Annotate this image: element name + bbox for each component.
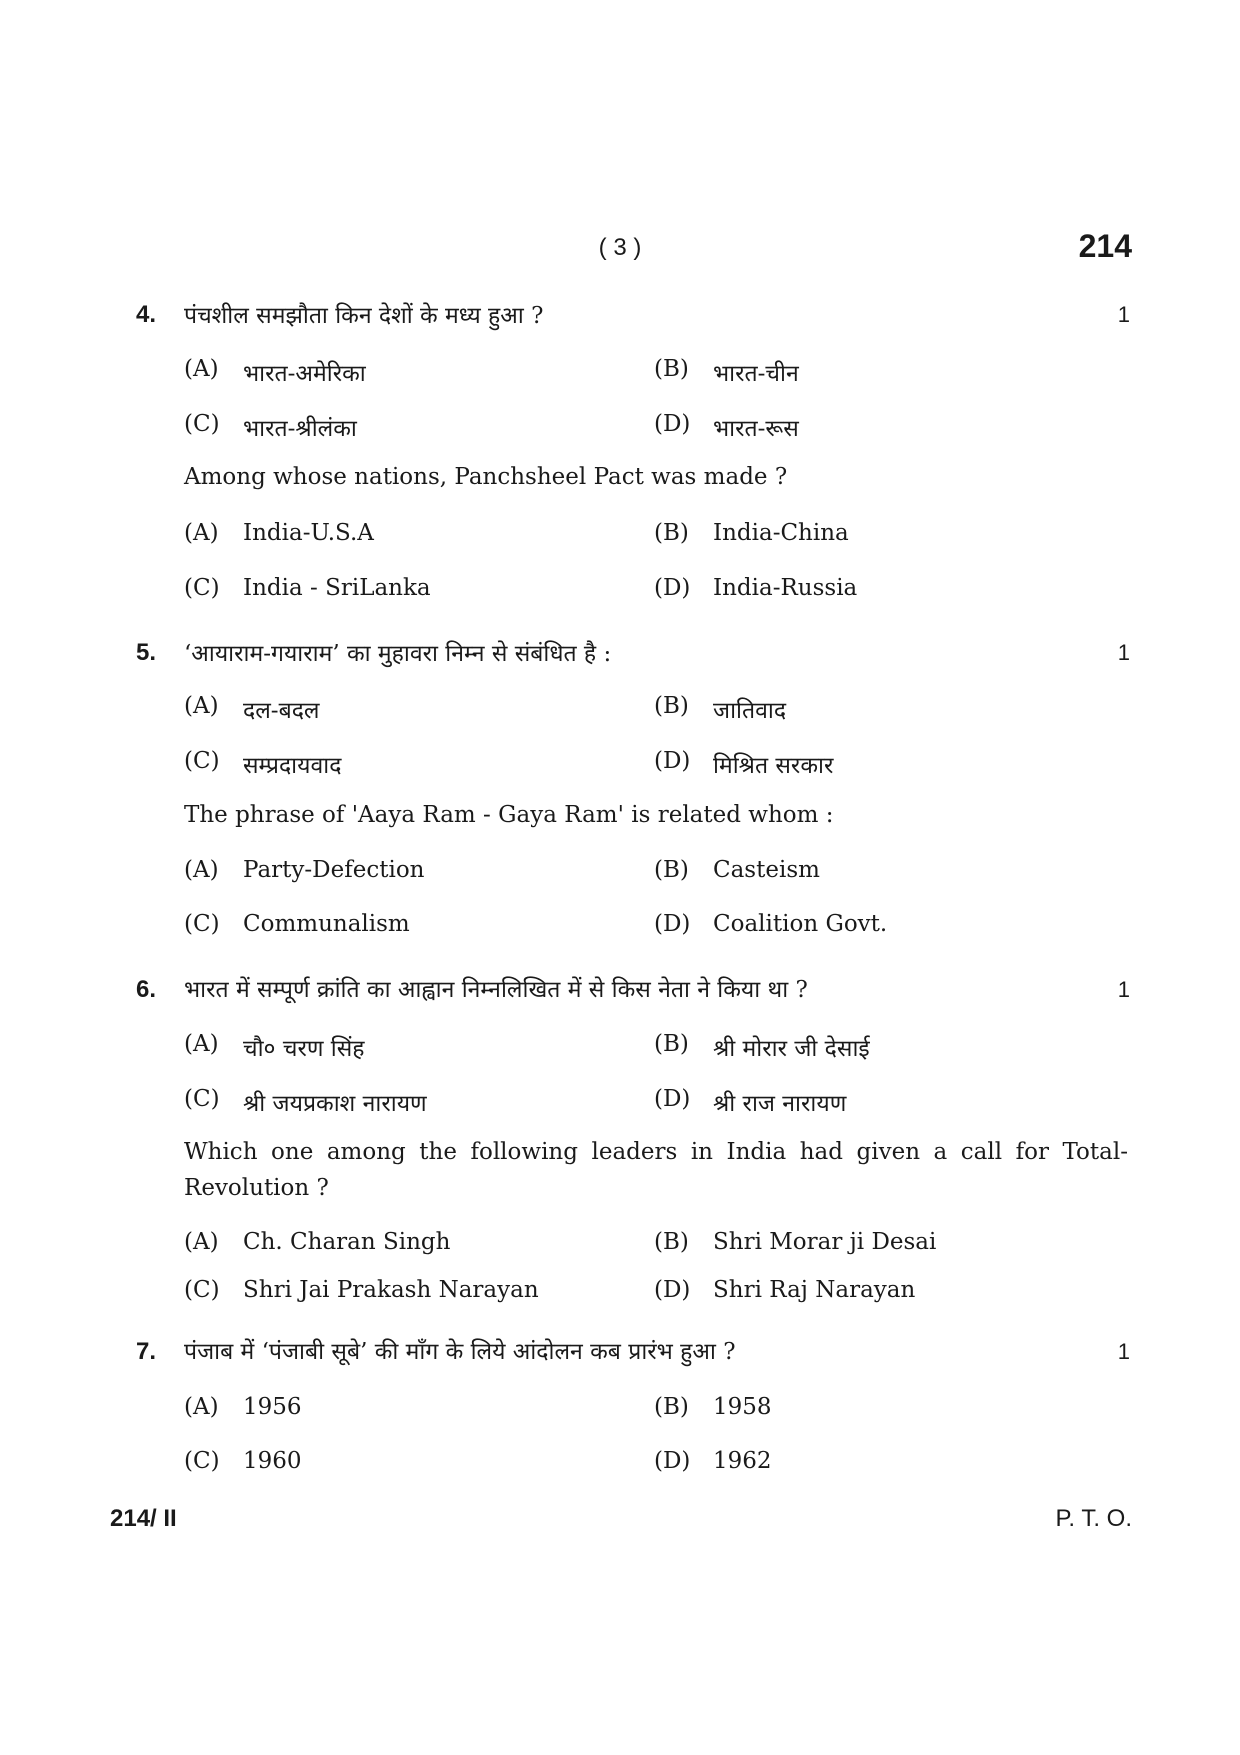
question-text-hindi: पंचशील समझौता किन देशों के मध्य हुआ ?: [184, 303, 544, 329]
option-text: 1960: [243, 1448, 302, 1474]
question-number: 5.: [136, 639, 157, 666]
option-text: India-Russia: [713, 575, 858, 601]
question-text-english: The phrase of 'Aaya Ram - Gaya Ram' is related whom :: [184, 802, 834, 828]
question-number: 6.: [136, 976, 157, 1003]
option-label: (C): [184, 411, 220, 437]
option-text: Communalism: [243, 911, 410, 937]
option-label: (B): [654, 693, 689, 719]
option-label: (D): [654, 1277, 691, 1303]
option-label: (A): [184, 693, 219, 719]
option-label: (D): [654, 1086, 691, 1112]
option-label: (B): [654, 857, 689, 883]
option-text: Shri Raj Narayan: [713, 1277, 916, 1303]
option-text: भारत-अमेरिका: [243, 361, 366, 387]
question-number: 4.: [136, 301, 157, 328]
option-label: (C): [184, 575, 220, 601]
option-text: 1956: [243, 1394, 302, 1420]
paper-code-footer: 214/ II: [110, 1505, 177, 1532]
option-text: Ch. Charan Singh: [243, 1229, 451, 1255]
option-label: (D): [654, 575, 691, 601]
option-label: (D): [654, 411, 691, 437]
option-text: श्री जयप्रकाश नारायण: [243, 1091, 427, 1117]
option-label: (A): [184, 1031, 219, 1057]
option-label: (C): [184, 1086, 220, 1112]
option-text: श्री मोरार जी देसाई: [713, 1036, 870, 1062]
option-label: (A): [184, 857, 219, 883]
option-label: (A): [184, 1394, 219, 1420]
page-number: ( 3 ): [598, 234, 642, 261]
question-text-english: Among whose nations, Panchsheel Pact was made ?: [184, 464, 788, 490]
option-label: (B): [654, 1394, 689, 1420]
option-text: मिश्रित सरकार: [713, 753, 834, 779]
option-text: India - SriLanka: [243, 575, 431, 601]
option-text: भारत-चीन: [713, 361, 799, 387]
option-text: Casteism: [713, 857, 820, 883]
option-label: (C): [184, 1277, 220, 1303]
option-text: India-China: [713, 520, 849, 546]
option-label: (B): [654, 356, 689, 382]
paper-code-header: 214: [1078, 228, 1132, 264]
question-marks: 1: [1117, 302, 1130, 327]
option-text: भारत-रूस: [713, 416, 799, 442]
option-text: India-U.S.A: [243, 520, 374, 546]
option-text: 1958: [713, 1394, 772, 1420]
option-text: जातिवाद: [713, 698, 787, 724]
option-label: (C): [184, 748, 220, 774]
option-text: दल-बदल: [243, 698, 320, 724]
option-text: 1962: [713, 1448, 772, 1474]
option-text: Shri Jai Prakash Narayan: [243, 1277, 539, 1303]
option-text: भारत-श्रीलंका: [243, 416, 357, 442]
question-marks: 1: [1117, 1339, 1130, 1364]
option-text: चौ० चरण सिंह: [243, 1036, 365, 1062]
option-label: (B): [654, 1229, 689, 1255]
option-text: सम्प्रदायवाद: [243, 753, 342, 779]
question-text-english: Which one among the following leaders in India had given a call for Total-Revolution ?: [184, 1139, 1128, 1201]
pto-label: P. T. O.: [1055, 1505, 1132, 1532]
option-label: (B): [654, 520, 689, 546]
question-text-hindi: पंजाब में ‘पंजाबी सूबे’ की माँग के लिये आंदोलन कब प्रारंभ हुआ ?: [184, 1339, 736, 1365]
option-text: Coalition Govt.: [713, 911, 888, 937]
question-marks: 1: [1117, 977, 1130, 1002]
option-label: (A): [184, 520, 219, 546]
option-text: Shri Morar ji Desai: [713, 1229, 937, 1255]
option-label: (D): [654, 911, 691, 937]
option-label: (D): [654, 748, 691, 774]
option-label: (C): [184, 911, 220, 937]
option-label: (C): [184, 1448, 220, 1474]
question-text-hindi: ‘आयाराम-गयाराम’ का मुहावरा निम्न से संबंधित है :: [184, 641, 612, 667]
option-text: Party-Defection: [243, 857, 425, 883]
option-label: (A): [184, 1229, 219, 1255]
question-text-hindi: भारत में सम्पूर्ण क्रांति का आह्वान निम्नलिखित में से किस नेता ने किया था ?: [184, 977, 808, 1003]
option-label: (D): [654, 1448, 691, 1474]
question-marks: 1: [1117, 640, 1130, 665]
option-text: श्री राज नारायण: [713, 1091, 847, 1117]
option-label: (B): [654, 1031, 689, 1057]
option-label: (A): [184, 356, 219, 382]
question-number: 7.: [136, 1338, 157, 1365]
